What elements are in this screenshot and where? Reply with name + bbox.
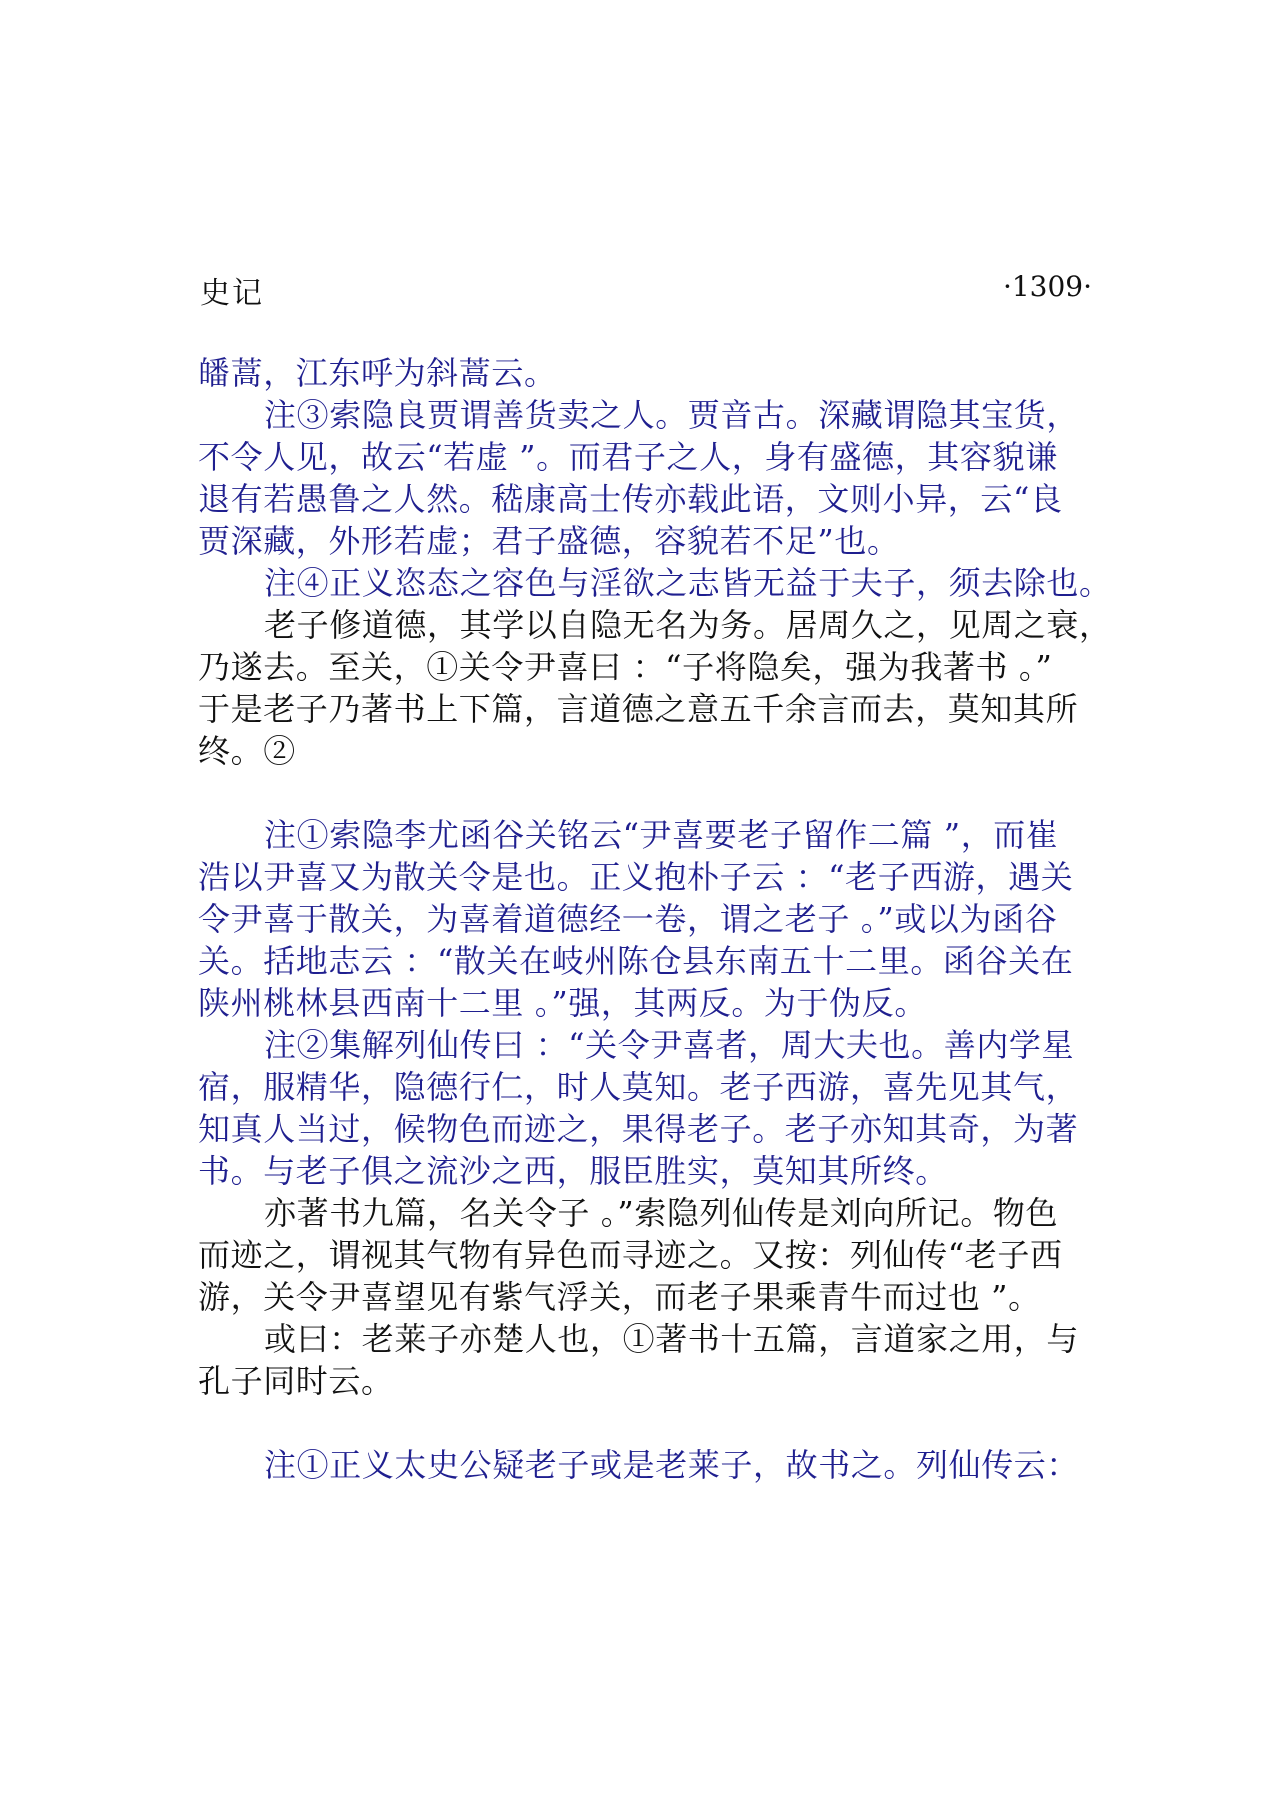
main-text-line: 或曰：老莱子亦楚人也，①著书十五篇，言道家之用，与 xyxy=(264,1320,1080,1358)
page-body xyxy=(198,352,1113,1486)
note-line: 注②集解列仙传曰 ：“关令尹喜者，周大夫也。善内学星 xyxy=(264,1026,1075,1064)
paragraph-gap xyxy=(198,1402,1113,1444)
main-text-line: 于是老子乃著书上下篇，言道德之意五千余言而去，莫知其所 xyxy=(198,690,1079,728)
note-line: 注③索隐良贾谓善货卖之人。贾音古。深藏谓隐其宝货， xyxy=(264,396,1080,434)
note-line: 书。与老子俱之流沙之西，服臣胜实，莫知其所终。 xyxy=(198,1152,948,1190)
note-line: 贾深藏，外形若虚；君子盛德，容貌若不足”也。 xyxy=(198,522,900,560)
note-line: 不令人见，故云“若虚 ”。而君子之人，身有盛德，其容貌谦 xyxy=(198,438,1058,476)
book-title: 史记 xyxy=(200,276,264,311)
main-text-line: 亦著书九篇，名关令子 。”索隐列仙传是刘向所记。物色 xyxy=(264,1194,1059,1232)
main-text-line: 而迹之，谓视其气物有异色而寻迹之。又按：列仙传“老子西 xyxy=(198,1236,1063,1274)
note-line: 浩以尹喜又为散关令是也。正义抱朴子云 ：“老子西游，遇关 xyxy=(198,858,1074,896)
note-line: 皤蒿，江东呼为斜蒿云。 xyxy=(198,354,557,392)
note-line: 注①正义太史公疑老子或是老莱子，故书之。列仙传云： xyxy=(264,1446,1080,1484)
note-line: 陕州桃林县西南十二里 。”强，其两反。为于伪反。 xyxy=(198,984,927,1022)
note-line: 宿，服精华，隐德行仁，时人莫知。老子西游，喜先见其气， xyxy=(198,1068,1079,1106)
page-number: ·1309· xyxy=(1002,270,1092,303)
main-text-line: 终。② xyxy=(198,732,296,770)
main-text-line: 游，关令尹喜望见有紫气浮关，而老子果乘青牛而过也 ”。 xyxy=(198,1278,1041,1316)
note-line: 令尹喜于散关，为喜着道德经一卷，谓之老子 。”或以为函谷 xyxy=(198,900,1058,938)
main-text-line: 孔子同时云。 xyxy=(198,1362,394,1400)
note-line: 注④正义恣态之容色与淫欲之志皆无益于夫子，须去除也。 xyxy=(264,564,1112,602)
note-line: 知真人当过，候物色而迹之，果得老子。老子亦知其奇，为著 xyxy=(198,1110,1079,1148)
note-line: 关。括地志云 ：“散关在岐州陈仓县东南五十二里。函谷关在 xyxy=(198,942,1074,980)
main-text-line: 乃遂去。至关，①关令尹喜曰 ：“子将隐矣，强为我著书 。” xyxy=(198,648,1053,686)
note-line: 退有若愚鲁之人然。嵇康高士传亦载此语，文则小异，云“良 xyxy=(198,480,1063,518)
paragraph-gap xyxy=(198,772,1113,814)
main-text-line: 老子修道德，其学以自隐无名为务。居周久之，见周之衰， xyxy=(264,606,1112,644)
note-line: 注①索隐李尤函谷关铭云“尹喜要老子留作二篇 ”，而崔 xyxy=(264,816,1059,854)
